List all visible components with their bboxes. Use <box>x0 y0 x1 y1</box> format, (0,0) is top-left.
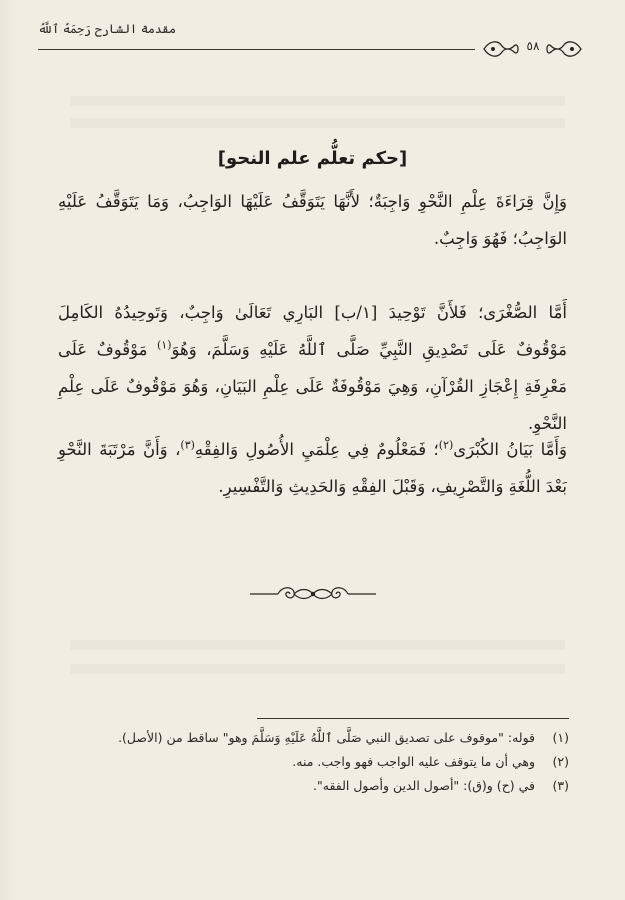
page-number: ٥٨ <box>526 39 540 53</box>
footnote-3 <box>58 774 569 798</box>
footnote-separator <box>257 718 569 719</box>
footnote-reference[interactable]: (٣) <box>180 438 195 452</box>
footnote-text: في (ح) و(ق): "أصول الدين وأصول الفقه". <box>313 778 536 793</box>
paragraph-3 <box>58 431 567 505</box>
paper-show-through <box>70 118 565 128</box>
paragraph-text: ؛ فَمَعْلُومٌ فِي عِلْمَيِ الأُصُولِ وَالفِقْهِ <box>194 440 439 459</box>
paper-show-through <box>70 640 565 650</box>
footnote-text: وهي أن ما يتوقف عليه الواجب فهو واجب. منه. <box>292 754 536 769</box>
footnotes <box>58 726 569 798</box>
paragraph-text: ، وَأَنَّ مَرْتَبَةَ النَّحْوِ بَعْدَ اللُّغَةِ وَالتَّصْرِيفِ، وَقَبْلَ الفِقْهِ وَالحَدِيثِ وَالتَّفْسِيرِ. <box>58 440 567 496</box>
paper-show-through <box>70 664 565 674</box>
page-header <box>38 22 585 62</box>
paragraph-text: وَأَمَّا بَيَانُ الكُبْرَى <box>453 440 567 459</box>
footnote-1 <box>58 726 569 750</box>
section-end-ornament <box>0 582 625 606</box>
header-rule <box>38 49 475 50</box>
footnote-text: قوله: "موقوف على تصديق النبي صَلَّى ٱللَّهُ عَلَيْهِ وَسَلَّمَ وهو" ساقط من (الأصل). <box>118 730 536 745</box>
paper-show-through <box>70 96 565 106</box>
paragraph-text: أَمَّا الصُّغْرَى؛ فَلأَنَّ تَوْحِيدَ [١/ب] البَارِي تَعَالَىٰ وَاجِبٌ، وَتَوحِيدُهُ الكَامِلَ مَوْقُوفٌ عَلَى تَصْدِيقِ النَّبِيِّ صَلَّى ٱللَّهُ عَلَيْهِ وَسَلَّمَ، وَهُوَ <box>58 303 567 359</box>
paragraph-1 <box>58 183 567 257</box>
footnote-number: (١) <box>552 730 569 745</box>
footnote-2 <box>58 750 569 774</box>
page-number-ornament <box>480 36 585 62</box>
footnote-reference[interactable]: (١) <box>156 338 172 352</box>
paragraph-2 <box>58 294 567 442</box>
flourish-icon <box>248 582 378 606</box>
section-title: [حكم تعلُّم علم النحو] <box>217 148 408 169</box>
footnote-reference[interactable]: (٢) <box>438 438 454 452</box>
paragraph-text: مَوْقُوفٌ عَلَى مَعْرِفَةِ إِعْجَازِ القُرْآنِ، وَهِيَ مَوْقُوفَةٌ عَلَى عِلْمِ البَيَانِ، وَهُوَ مَوْقُوفٌ عَلَى عِلْمِ النَّحْوِ. <box>58 340 567 433</box>
running-head: مقدمة الشارح رَحِمَهُ ٱللَّهُ <box>38 22 177 36</box>
paragraph-text: وَإِنَّ قِرَاءَةَ عِلْمِ النَّحْوِ وَاجِبَةٌ؛ لأَنَّهَا يَتَوَقَّفُ عَلَيْهَا الوَاجِبُ، وَمَا يَتَوَقَّفُ عَلَيْهِ الوَاجِبُ؛ فَهُوَ وَاجِبٌ. <box>58 192 567 248</box>
footnote-number: (٢) <box>552 754 569 769</box>
footnote-number: (٣) <box>552 778 569 793</box>
